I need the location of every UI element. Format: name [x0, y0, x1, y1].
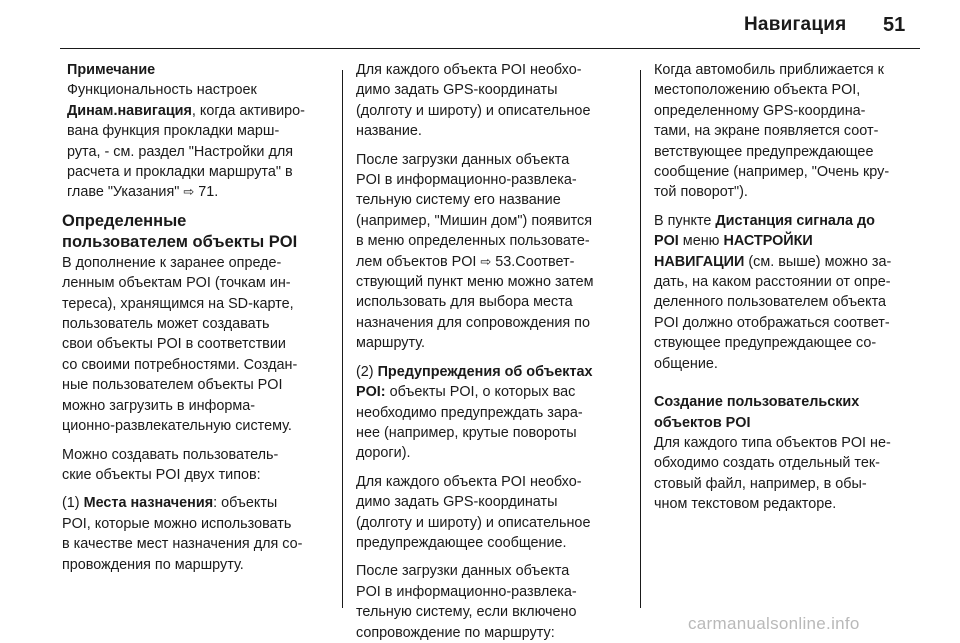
body-line: POI в информационно-развлека-	[356, 583, 577, 600]
body-line: ские объекты POI двух типов:	[62, 466, 261, 483]
body-line: лем объектов POI ⇨ 53.Соответ-	[356, 253, 575, 270]
page-reference-arrow-icon[interactable]: ⇨	[183, 184, 195, 200]
note-line: Функциональность настроек	[67, 82, 257, 99]
body-line: ветствующее предупреждающее	[654, 143, 874, 160]
body-line: дать, на каком расстоянии от опре-	[654, 274, 891, 291]
column-divider	[342, 70, 343, 608]
note-title: Примечание	[67, 62, 156, 78]
body-line: пользователь может создавать	[62, 316, 270, 333]
body-line: ствующее предупреждающее со-	[654, 335, 877, 352]
body-line: POI меню НАСТРОЙКИ	[654, 233, 813, 250]
body-line: ствующий пункт меню можно затем	[356, 274, 594, 291]
body-line: POI, которые можно использовать	[62, 515, 292, 532]
menu-term: Места назначения	[83, 495, 214, 512]
body-line: ные пользователем объекты POI	[62, 377, 283, 394]
body-line: маршруту.	[356, 335, 425, 352]
body-line: дороги).	[356, 445, 411, 462]
body-line: (долготу и широту) и описательное	[356, 102, 591, 119]
page-number: 51	[883, 14, 906, 36]
body-line: сообщение (например, "Очень кру-	[654, 164, 890, 181]
body-line: свои объекты POI в соответствии	[62, 336, 286, 353]
body-line: ленным объектам POI (точкам ин-	[62, 275, 291, 292]
body-line: необходимо предупреждать зара-	[356, 404, 583, 421]
body-line: димо задать GPS-координаты	[356, 82, 558, 99]
body-line: POI: объекты POI, о которых вас	[356, 384, 576, 401]
body-line: Для каждого объекта POI необхо-	[356, 62, 582, 78]
body-line: использовать для выбора места	[356, 294, 573, 311]
body-line: провождения по маршруту.	[62, 556, 244, 573]
menu-term: НАСТРОЙКИ	[723, 233, 813, 250]
header-rule	[60, 48, 920, 49]
body-line: название.	[356, 123, 422, 140]
body-line: После загрузки данных объекта	[356, 563, 570, 580]
body-line: тами, на экране появляется соот-	[654, 123, 879, 140]
menu-term: Динам.навигация	[67, 102, 192, 119]
body-line: После загрузки данных объекта	[356, 151, 570, 168]
body-line: тельную систему, если включено	[356, 604, 577, 621]
body-line: в качестве мест назначения для со-	[62, 536, 303, 553]
body-line: (долготу и широту) и описательное	[356, 514, 591, 531]
column-divider	[640, 70, 641, 608]
body-line: чном текстовом редакторе.	[654, 496, 837, 513]
body-line: POI в информационно-развлека-	[356, 172, 577, 189]
body-line: (2) Предупреждения об объектах	[356, 363, 593, 380]
menu-term: Дистанция сигнала до	[715, 212, 875, 229]
section-heading: Определенные	[62, 211, 187, 230]
body-line: Можно создавать пользователь-	[62, 446, 279, 463]
body-line: той поворот").	[654, 184, 748, 201]
body-line: деленного пользователем объекта	[654, 294, 887, 311]
body-line: В пункте Дистанция сигнала до	[654, 212, 875, 229]
note-line: Динам.навигация, когда активиро-	[67, 102, 305, 119]
subsection-heading: объектов POI	[654, 414, 751, 431]
menu-term: НАВИГАЦИИ	[654, 253, 745, 270]
column-2	[356, 60, 624, 643]
section-heading: пользователем объекты POI	[62, 232, 298, 251]
body-line: общение.	[654, 355, 718, 372]
body-line: тельную систему его название	[356, 192, 561, 209]
note-line: главе "Указания" ⇨ 71.	[67, 184, 219, 201]
body-line: нее (например, крутые повороты	[356, 424, 577, 441]
body-line: (например, "Мишин дом") появится	[356, 212, 593, 229]
body-line: (1) Места назначения: объекты	[62, 495, 278, 512]
body-line: можно загрузить в информа-	[62, 397, 256, 414]
body-line: Для каждого типа объектов POI не-	[654, 434, 891, 451]
body-line: димо задать GPS-координаты	[356, 494, 558, 511]
body-line: обходимо создать отдельный тек-	[654, 455, 880, 472]
body-line: предупреждающее сообщение.	[356, 534, 567, 551]
chapter-title: Навигация	[744, 14, 847, 35]
body-line: назначения для сопровождения по	[356, 314, 590, 331]
body-line: тереса), хранящимся на SD-карте,	[62, 295, 294, 312]
body-line: стовый файл, например, в обы-	[654, 475, 867, 492]
body-line: НАВИГАЦИИ (см. выше) можно за-	[654, 253, 892, 270]
body-line: POI должно отображаться соответ-	[654, 314, 890, 331]
body-line: Когда автомобиль приближается к	[654, 62, 884, 78]
note-line: расчета и прокладки маршрута" в	[67, 164, 293, 181]
note-line: рута, - см. раздел "Настройки для	[67, 143, 294, 160]
body-line: со своими потребностями. Создан-	[62, 356, 298, 373]
body-line: местоположению объекта POI,	[654, 82, 861, 99]
body-line: сопровождение по маршруту:	[356, 624, 555, 641]
body-line: Для каждого объекта POI необхо-	[356, 473, 582, 490]
page-reference[interactable]: 53.Соответ-	[491, 253, 575, 270]
body-line: ционно-развлекательную систему.	[62, 418, 292, 435]
body-line: в меню определенных пользовате-	[356, 233, 590, 250]
page-reference[interactable]: 71.	[194, 184, 219, 201]
menu-term: POI	[654, 233, 679, 250]
watermark-text: carmanualsonline.info	[688, 614, 860, 633]
column-1	[62, 60, 328, 575]
note-line: вана функция прокладки марш-	[67, 123, 280, 140]
page-reference-arrow-icon[interactable]: ⇨	[480, 253, 492, 269]
menu-term: Предупреждения об объектах	[377, 363, 593, 380]
menu-term: POI:	[356, 384, 386, 401]
subsection-heading: Создание пользовательских	[654, 394, 860, 411]
body-line: В дополнение к заранее опреде-	[62, 254, 282, 271]
body-line: определенному GPS-координа-	[654, 102, 866, 119]
column-3	[654, 60, 924, 515]
